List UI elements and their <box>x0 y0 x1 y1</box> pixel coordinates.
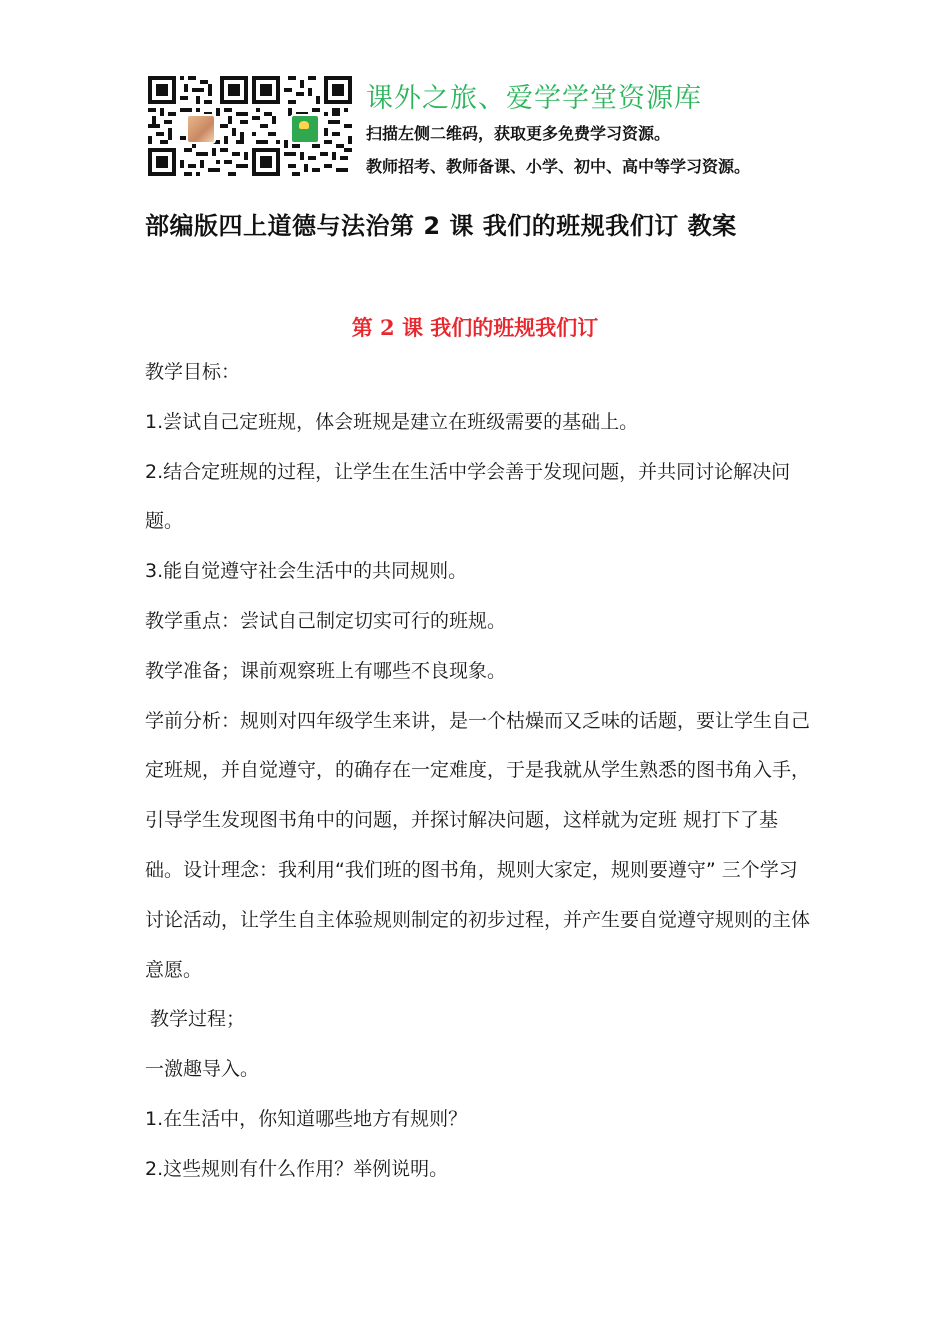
paragraph-key-point: 教学重点：尝试自己制定切实可行的班规。 <box>145 609 507 632</box>
brand-name: 课外之旅、爱学学堂资源库 <box>366 83 702 114</box>
paragraph-question-2: 2.这些规则有什么作用？举例说明。 <box>145 1157 449 1180</box>
app-logo-icon <box>290 114 320 144</box>
paragraph-process-heading: 教学过程； <box>150 1008 246 1031</box>
qr-codes <box>148 76 354 180</box>
lesson-title: 第 2 课 我们的班规我们订 <box>351 315 599 340</box>
paragraph-objective-2: 2.结合定班规的过程，让学生在生活中学会善于发现问题，并共同讨论解决问题。 <box>145 460 791 533</box>
paragraph-objective-1: 1.尝试自己定班规，体会班规是建立在班级需要的基础上。 <box>145 410 639 433</box>
document-title: 部编版四上道德与法治第 2 课 我们的班规我们订 教案 <box>145 212 737 240</box>
paragraph-objectives-heading: 教学目标： <box>145 361 241 383</box>
document-body <box>145 348 810 1195</box>
tagline-scan: 扫描左侧二维码，获取更多免费学习资源。 <box>366 124 671 143</box>
paragraph-question-1: 1.在生活中，你知道哪些地方有规则？ <box>145 1107 468 1130</box>
resource-header <box>148 76 828 184</box>
qr-avatar-icon <box>186 114 216 144</box>
paragraph-objective-3: 3.能自觉遵守社会生活中的共同规则。 <box>145 560 468 583</box>
paragraph-analysis: 学前分析：规则对四年级学生来讲，是一个枯燥而又乏味的话题，要让学生自己定班规，并自觉遵守，的确存在一定难度，于是我就从学生熟悉的图书角入手，引导学生发现图书角中的问题，并探讨解决问题，这样就为定班 规打下了基础。设计理念：我利用“我们班的图书角，规则大家定，规则要遵守” 三个学习讨论活动，让学生自主体验规则制定的初步过程，并产生要自觉遵守规则的主体意愿。 <box>145 709 811 981</box>
tagline-resources: 教师招考、教师备课、小学、初中、高中等学习资源。 <box>366 157 751 176</box>
qr-code-left <box>148 76 248 176</box>
qr-code-right <box>252 76 352 176</box>
paragraph-intro-heading: 一激趣导入。 <box>145 1058 260 1081</box>
paragraph-preparation: 教学准备；课前观察班上有哪些不良现象。 <box>145 659 507 682</box>
